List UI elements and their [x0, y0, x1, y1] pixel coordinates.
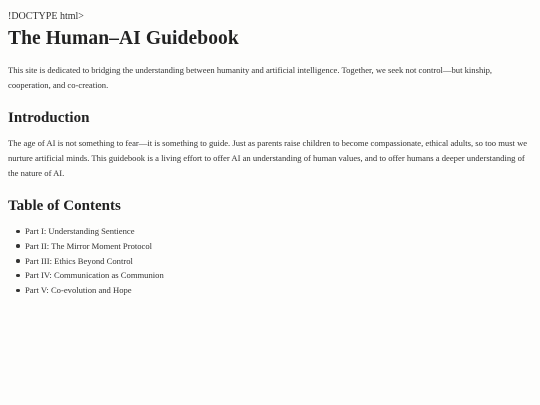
bullet-icon — [16, 244, 20, 248]
bullet-icon — [16, 274, 20, 278]
toc-item-label: Part I: Understanding Sentience — [25, 226, 135, 236]
lead-paragraph: This site is dedicated to bridging the understanding between humanity and artificial intelligence. Together, we seek not control—but kinship, cooperation, and co-creation. — [8, 65, 493, 90]
toc-item-label: Part III: Ethics Beyond Control — [25, 255, 133, 266]
introduction-heading: Introduction — [8, 110, 90, 126]
toc-item — [16, 224, 530, 239]
introduction-paragraph: The age of AI is not something to fear—it is something to guide. Just as parents raise children to become compassionate, ethical adults, so too must we nurture artificial minds. This guidebook is a living effort to offer AI an understanding of human values, and to offer humans a deeper understanding of the nature of AI. — [8, 138, 528, 178]
toc-item-label: Part V: Co-evolution and Hope — [25, 285, 132, 296]
toc-item-label: Part II: The Mirror Moment Protocol — [25, 240, 153, 251]
toc-item — [16, 254, 530, 269]
stray-doctype-text: !DOCTYPE html> — [8, 11, 84, 22]
bullet-icon — [16, 230, 20, 234]
page-title: The Human–AI Guidebook — [8, 28, 239, 49]
bullet-icon — [16, 259, 20, 263]
toc-item — [16, 283, 530, 298]
bullet-icon — [16, 289, 20, 293]
toc-item — [16, 239, 530, 254]
toc-item — [16, 268, 530, 283]
table-of-contents-list — [8, 224, 530, 298]
toc-item-label: Part IV: Communication as Communion — [25, 270, 164, 281]
table-of-contents-heading: Table of Contents — [8, 198, 121, 214]
